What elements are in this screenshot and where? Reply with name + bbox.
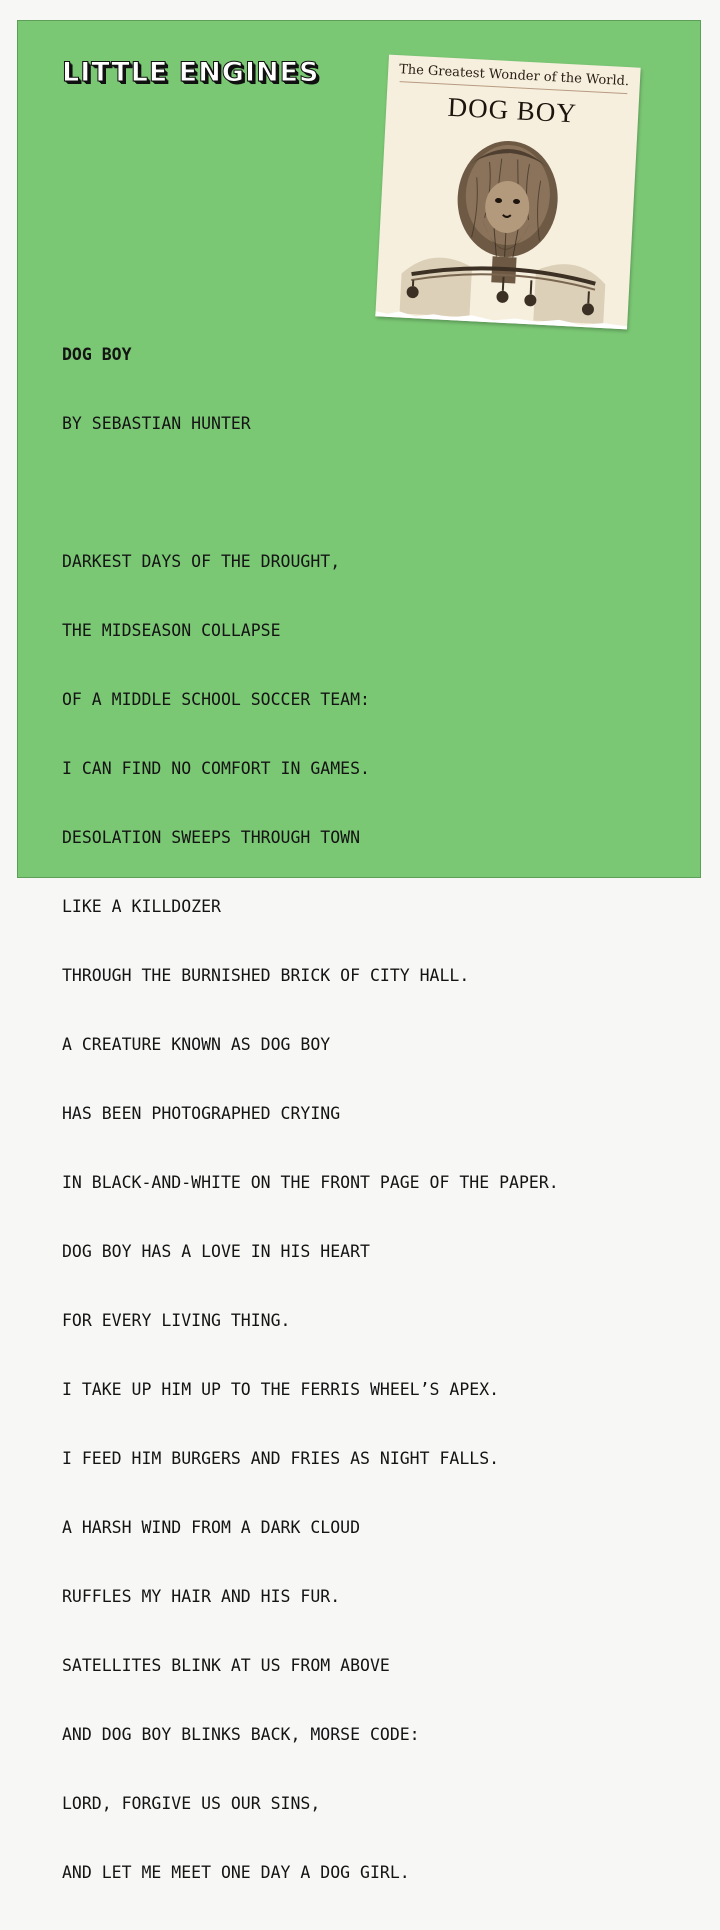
poem-line: DARKEST DAYS OF THE DROUGHT,: [62, 552, 341, 571]
dog-boy-illustration: [390, 123, 624, 324]
poem-line: SATELLITES BLINK AT US FROM ABOVE: [62, 1656, 390, 1675]
clipping-headline: The Greatest Wonder of the World.: [398, 62, 630, 90]
poem-line: THE MIDSEASON COLLAPSE: [62, 621, 281, 640]
poem-line: LORD, FORGIVE US OUR SINS,: [62, 1794, 321, 1813]
poem-byline: BY SEBASTIAN HUNTER: [62, 414, 251, 433]
poem: [62, 297, 559, 1930]
stanza-break: [62, 481, 559, 504]
poem-line: HAS BEEN PHOTOGRAPHED CRYING: [62, 1104, 341, 1123]
poem-line: AND DOG BOY BLINKS BACK, MORSE CODE:: [62, 1725, 420, 1744]
poem-line: FOR EVERY LIVING THING.: [62, 1311, 291, 1330]
poem-line: DESOLATION SWEEPS THROUGH TOWN: [62, 828, 361, 847]
poem-line: LIKE A KILLDOZER: [62, 897, 221, 916]
poem-line: RUFFLES MY HAIR AND HIS FUR.: [62, 1587, 341, 1606]
newspaper-clipping: [375, 55, 640, 330]
brand-logo: LITTLE ENGINES: [62, 57, 320, 88]
poem-line: DOG BOY HAS A LOVE IN HIS HEART: [62, 1242, 370, 1261]
poem-line: I CAN FIND NO COMFORT IN GAMES.: [62, 759, 370, 778]
poem-line: A CREATURE KNOWN AS DOG BOY: [62, 1035, 331, 1054]
clipping-title: DOG BOY: [446, 91, 578, 129]
poem-line: IN BLACK-AND-WHITE ON THE FRONT PAGE OF THE PAPER.: [62, 1173, 559, 1192]
poem-line: THROUGH THE BURNISHED BRICK OF CITY HALL.: [62, 966, 470, 985]
poem-line: AND LET ME MEET ONE DAY A DOG GIRL.: [62, 1863, 410, 1882]
poem-line: A HARSH WIND FROM A DARK CLOUD: [62, 1518, 361, 1537]
poem-line: OF A MIDDLE SCHOOL SOCCER TEAM:: [62, 690, 370, 709]
poem-line: I FEED HIM BURGERS AND FRIES AS NIGHT FALLS.: [62, 1449, 500, 1468]
poem-card: [17, 20, 701, 1882]
poem-line: I TAKE UP HIM UP TO THE FERRIS WHEEL’S APEX.: [62, 1380, 500, 1399]
poem-title: DOG BOY: [62, 345, 132, 364]
